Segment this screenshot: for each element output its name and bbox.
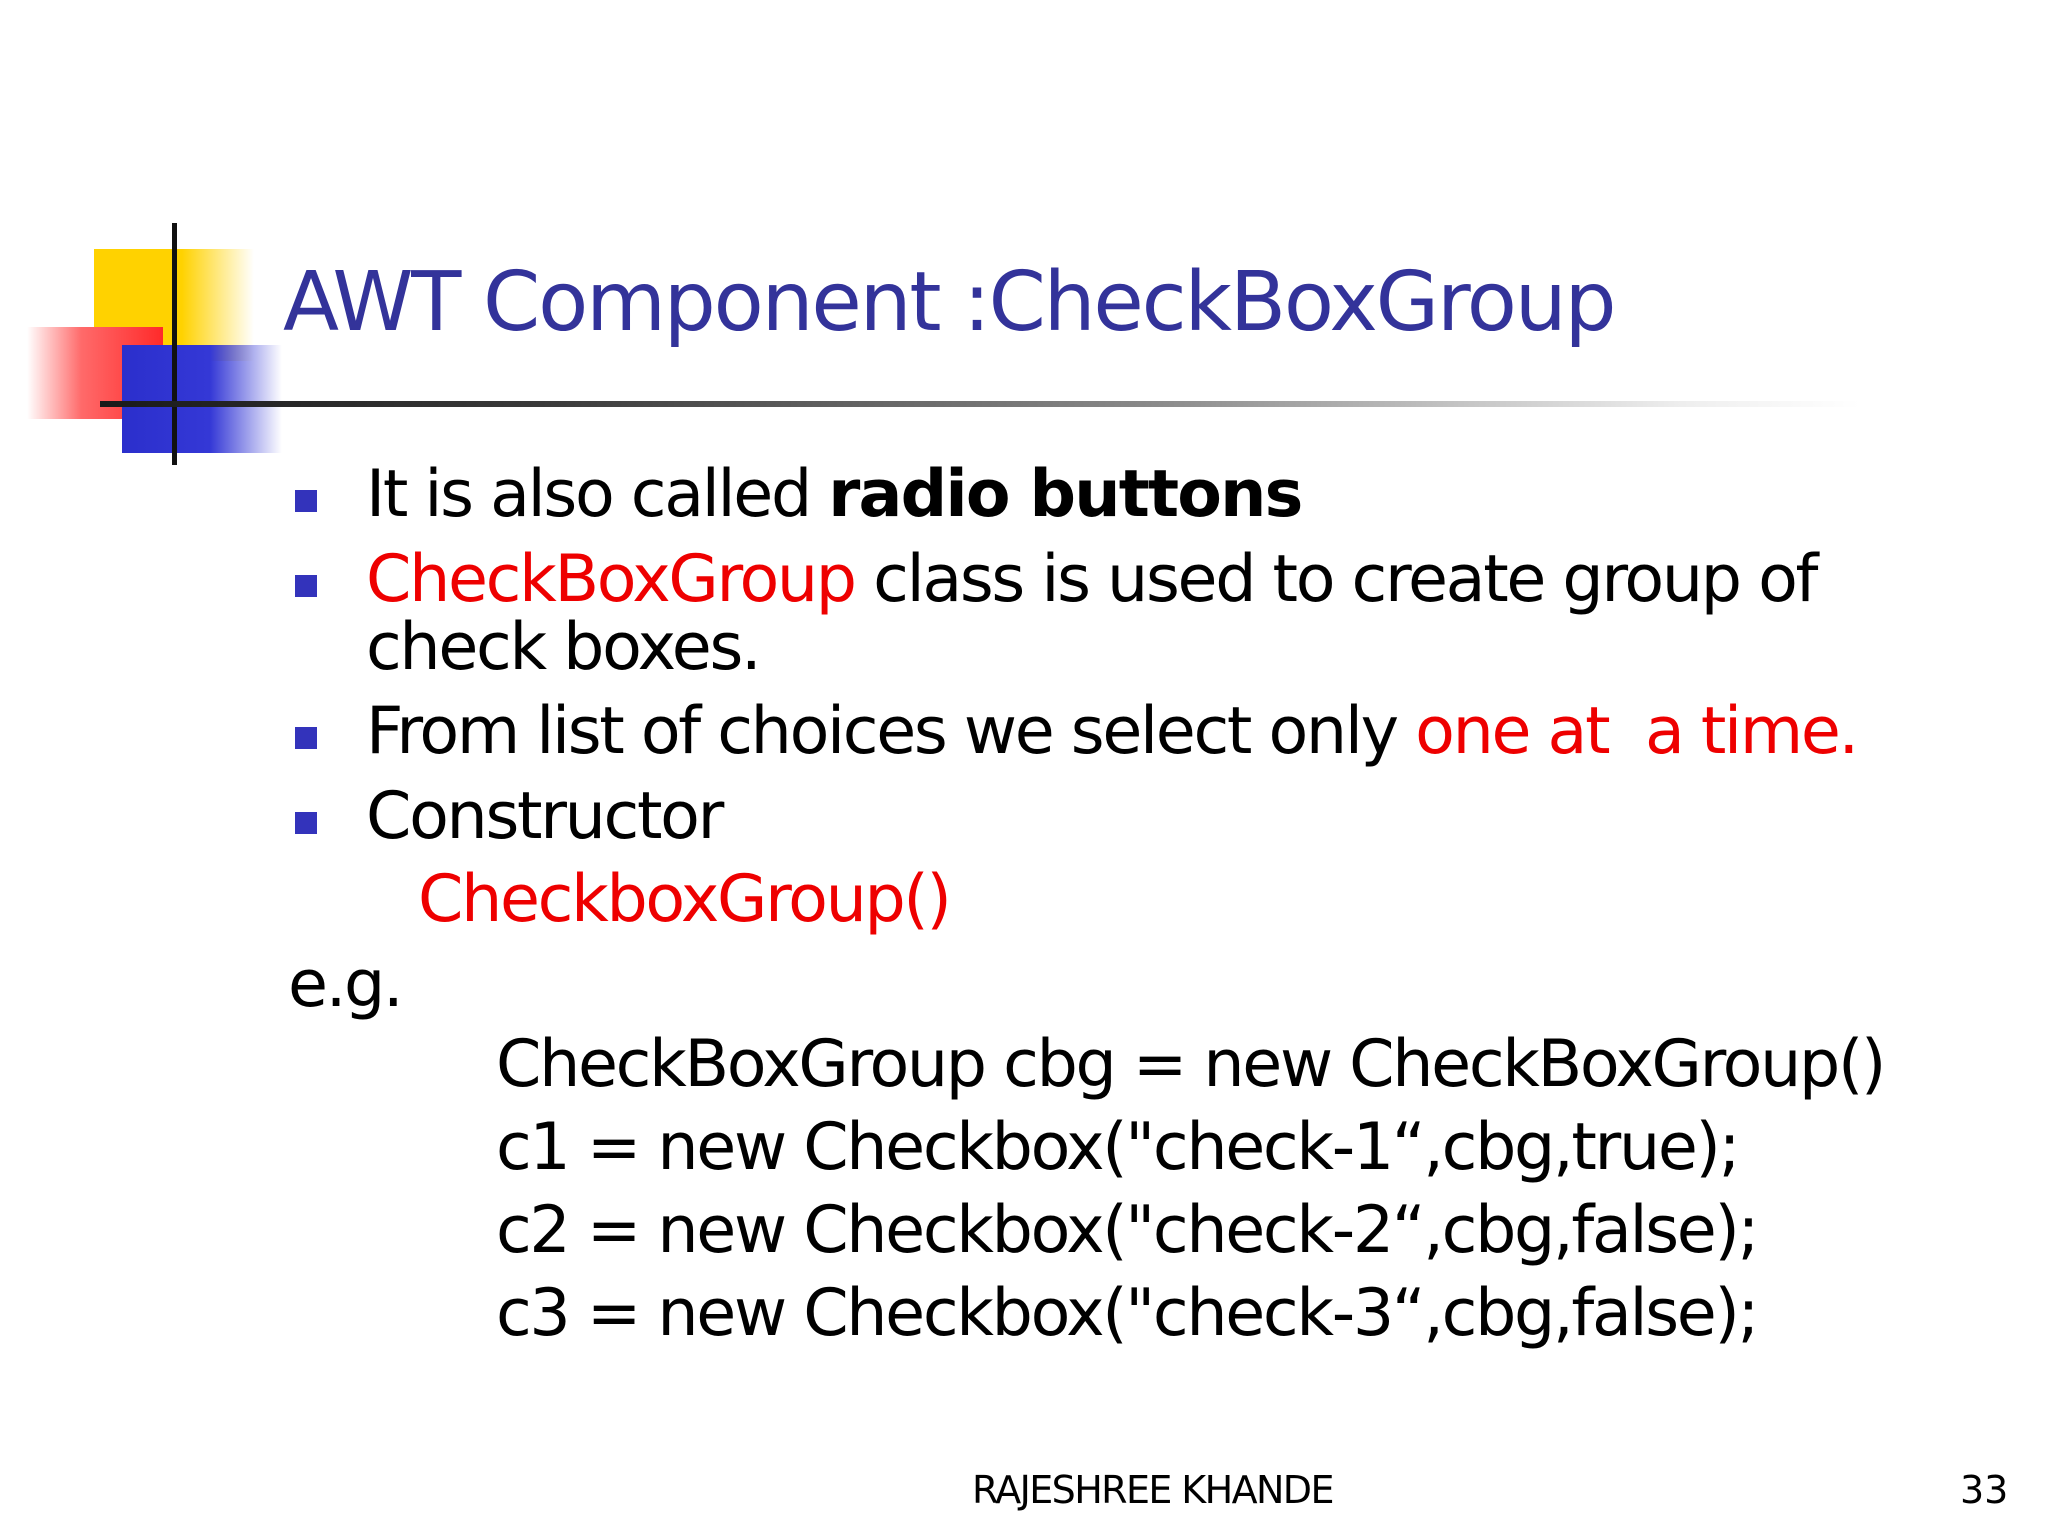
bullet-marker-icon <box>295 812 317 834</box>
bullet-3-red-text: one at a time. <box>1415 694 1857 769</box>
slide-title: AWT Component :CheckBoxGroup <box>283 255 1615 350</box>
bullet-marker-icon <box>295 490 317 512</box>
page-number: 33 <box>1960 1468 2009 1512</box>
bullet-2-continuation: check boxes. <box>366 610 760 685</box>
example-label: e.g. <box>288 947 402 1022</box>
bullet-marker-icon <box>295 575 317 597</box>
bullet-2-text: class is used to create group of <box>854 542 1817 617</box>
bullet-3-text: From list of choices we select only <box>366 694 1416 769</box>
bullet-marker-icon <box>295 727 317 749</box>
bullet-2-red-text: CheckBoxGroup <box>366 542 855 617</box>
bullet-1-bold-text: radio buttons <box>828 457 1302 532</box>
code-line-3: c2 = new Checkbox("check-2“,cbg,false); <box>496 1193 1758 1268</box>
bullet-1-text: It is also called <box>366 457 829 532</box>
constructor-signature: CheckboxGroup() <box>418 862 950 937</box>
code-line-4: c3 = new Checkbox("check-3“,cbg,false); <box>496 1276 1758 1351</box>
decorative-logo <box>0 0 300 480</box>
title-underline-rule <box>100 401 1860 407</box>
bullet-item-1 <box>366 457 1302 532</box>
vertical-rule-decoration <box>172 223 177 465</box>
footer-author: RAJESHREE KHANDE <box>972 1468 1333 1512</box>
blue-square-decoration <box>122 345 282 453</box>
bullet-item-4: Constructor <box>366 779 723 854</box>
code-line-2: c1 = new Checkbox("check-1“,cbg,true); <box>496 1110 1739 1185</box>
bullet-item-2 <box>366 542 1817 617</box>
code-line-1: CheckBoxGroup cbg = new CheckBoxGroup() <box>496 1027 1885 1102</box>
bullet-item-3 <box>366 694 1857 769</box>
